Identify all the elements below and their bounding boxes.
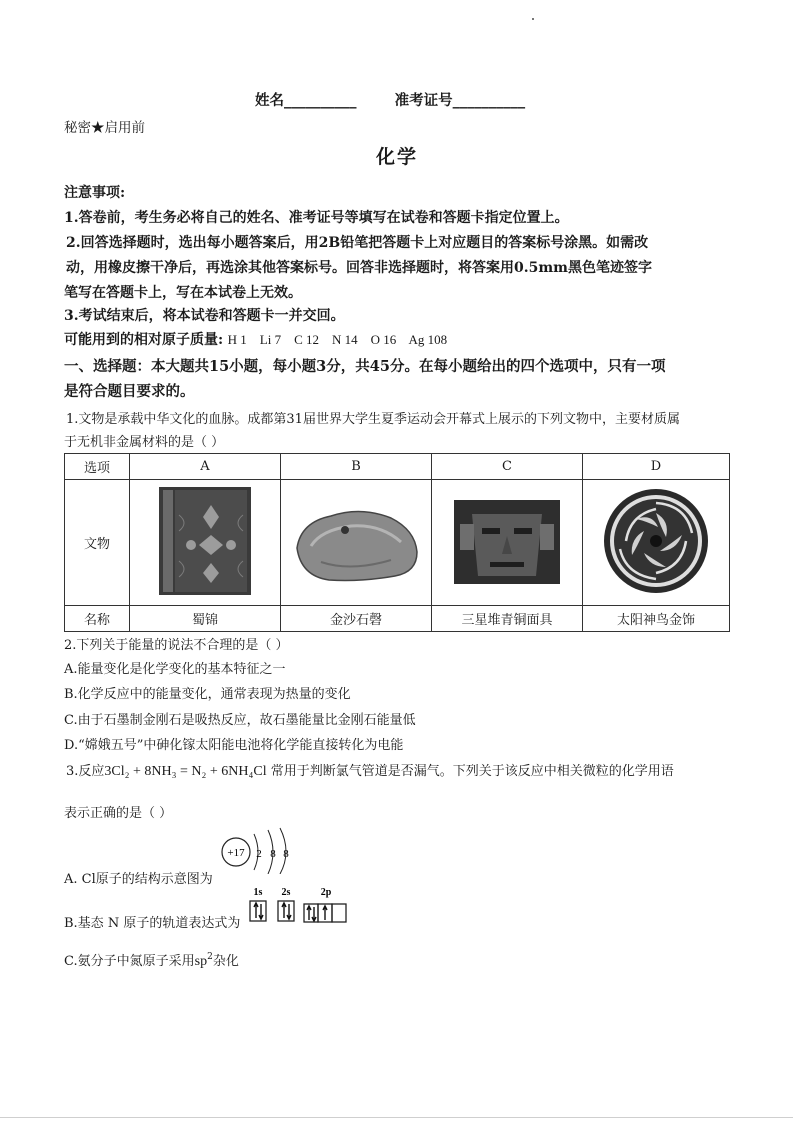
row-label-name: 名称 [65,606,130,632]
n-orbital-diagram [244,884,354,926]
relics-table [64,453,730,632]
option-c-header: C [432,454,583,480]
q3-stem-pre: 3.反应 [66,764,105,779]
option-a-header: A [130,454,281,480]
shu-brocade-image [155,485,255,597]
relic-c-cell [432,480,583,606]
section1-line2: 是符合题目要求的。 [64,383,195,400]
q3-option-a: A. Cl原子的结构示意图为 [64,872,213,887]
atomic-mass-values: H 1 Li 7 C 12 N 14 O 16 Ag 108 [227,332,448,347]
q2-stem: 2.下列关于能量的说法不合理的是（ ） [64,638,289,653]
q1-stem-line1: 1.文物是承载中华文化的血脉。成都第31届世界大学生夏季运动会开幕式上展示的下列文物中，主要材质属 [66,412,680,427]
name-c: 三星堆青铜面具 [432,606,583,632]
exam-id-label: 准考证号__________ [394,92,526,109]
page-title: 化学 [376,146,419,168]
relic-d-cell [583,480,730,606]
q3-equation: 3Cl₂ + 8NH₃ = N₂ + 6NH₄Cl [104,764,267,779]
name-d: 太阳神鸟金饰 [583,606,730,632]
orbital-2s-label: 2s [281,887,291,898]
q2-option-c: C.由于石墨制金刚石是吸热反应，故石墨能量比金刚石能量低 [64,713,416,728]
q2-option-b: B.化学反应中的能量变化，通常表现为热量的变化 [64,687,351,702]
row-label-relic: 文物 [65,480,130,606]
q3-stem-line2: 表示正确的是（ ） [64,806,173,821]
section1-line1: 一、选择题：本大题共15小题，每小题3分，共45分。在每小题给出的四个选项中，只有一项 [64,358,666,375]
q2-option-d: D.“嫦娥五号”中砷化镓太阳能电池将化学能直接转化为电能 [64,738,404,753]
orbital-2p-label: 2p [320,887,332,898]
q3-option-c-post: 杂化 [212,954,239,969]
nucleus-charge: +17 [227,847,245,859]
notice-heading: 注意事项: [64,185,126,201]
scan-speck [532,18,534,20]
name-label: 姓名__________ [255,92,357,109]
secret-mark: 秘密★启用前 [64,120,145,136]
name-a: 蜀锦 [130,606,281,632]
shell-3-electrons: 8 [283,848,289,860]
cl-atom-structure-diagram [218,826,298,874]
shell-1-electrons: 2 [256,848,262,860]
relic-b-cell [281,480,432,606]
name-b: 金沙石磬 [281,606,432,632]
relic-a-cell [130,480,281,606]
notice-item-2-cont: 动，用橡皮擦干净后，再选涂其他答案标号。回答非选择题时，将答案用0.5mm黑色笔迹签字 [66,260,652,276]
q2-option-a: A.能量变化是化学变化的基本特征之一 [64,662,286,677]
q3-option-c-sp: sp [194,954,208,969]
q3-option-c-pre: C.氨分子中氮原子采用 [64,954,195,969]
shell-2-electrons: 8 [270,848,276,860]
atomic-mass-label: 可能用到的相对原子质量: [64,332,224,348]
atomic-masses [64,329,447,349]
electron-arrows [254,903,327,921]
sun-bird-gold-ornament-image [596,485,716,597]
q3-option-c [64,950,239,970]
jinsha-stone-chime-image [291,496,421,586]
q1-stem-line2: 于无机非金属材料的是（ ） [64,435,225,450]
option-d-header: D [583,454,730,480]
notice-item-2: 2.回答选择题时，选出每小题答案后，用2B铅笔把答题卡上对应题目的答案标号涂黑。如需改 [66,235,649,251]
q3-option-c-exp: 2 [207,952,213,962]
orbital-1s-label: 1s [253,887,263,898]
name-field-label [255,89,525,110]
notice-item-2-end: 笔写在答题卡上，写在本试卷上无效。 [64,285,302,301]
option-b-header: B [281,454,432,480]
q3-stem [66,760,674,780]
notice-item-1: 1.答卷前，考生务必将自己的姓名、准考证号等填写在试卷和答题卡指定位置上。 [64,210,569,226]
row-label-option: 选项 [65,454,130,480]
sanxingdui-bronze-mask-image [452,496,562,586]
q3-stem-post: 常用于判断氯气管道是否漏气。下列关于该反应中相关微粒的化学用语 [270,764,674,779]
q3-option-b: B.基态 N 原子的轨道表达式为 [64,916,241,931]
bottom-rule [0,1117,793,1118]
notice-item-3: 3.考试结束后，将本试卷和答题卡一并交回。 [64,308,345,324]
